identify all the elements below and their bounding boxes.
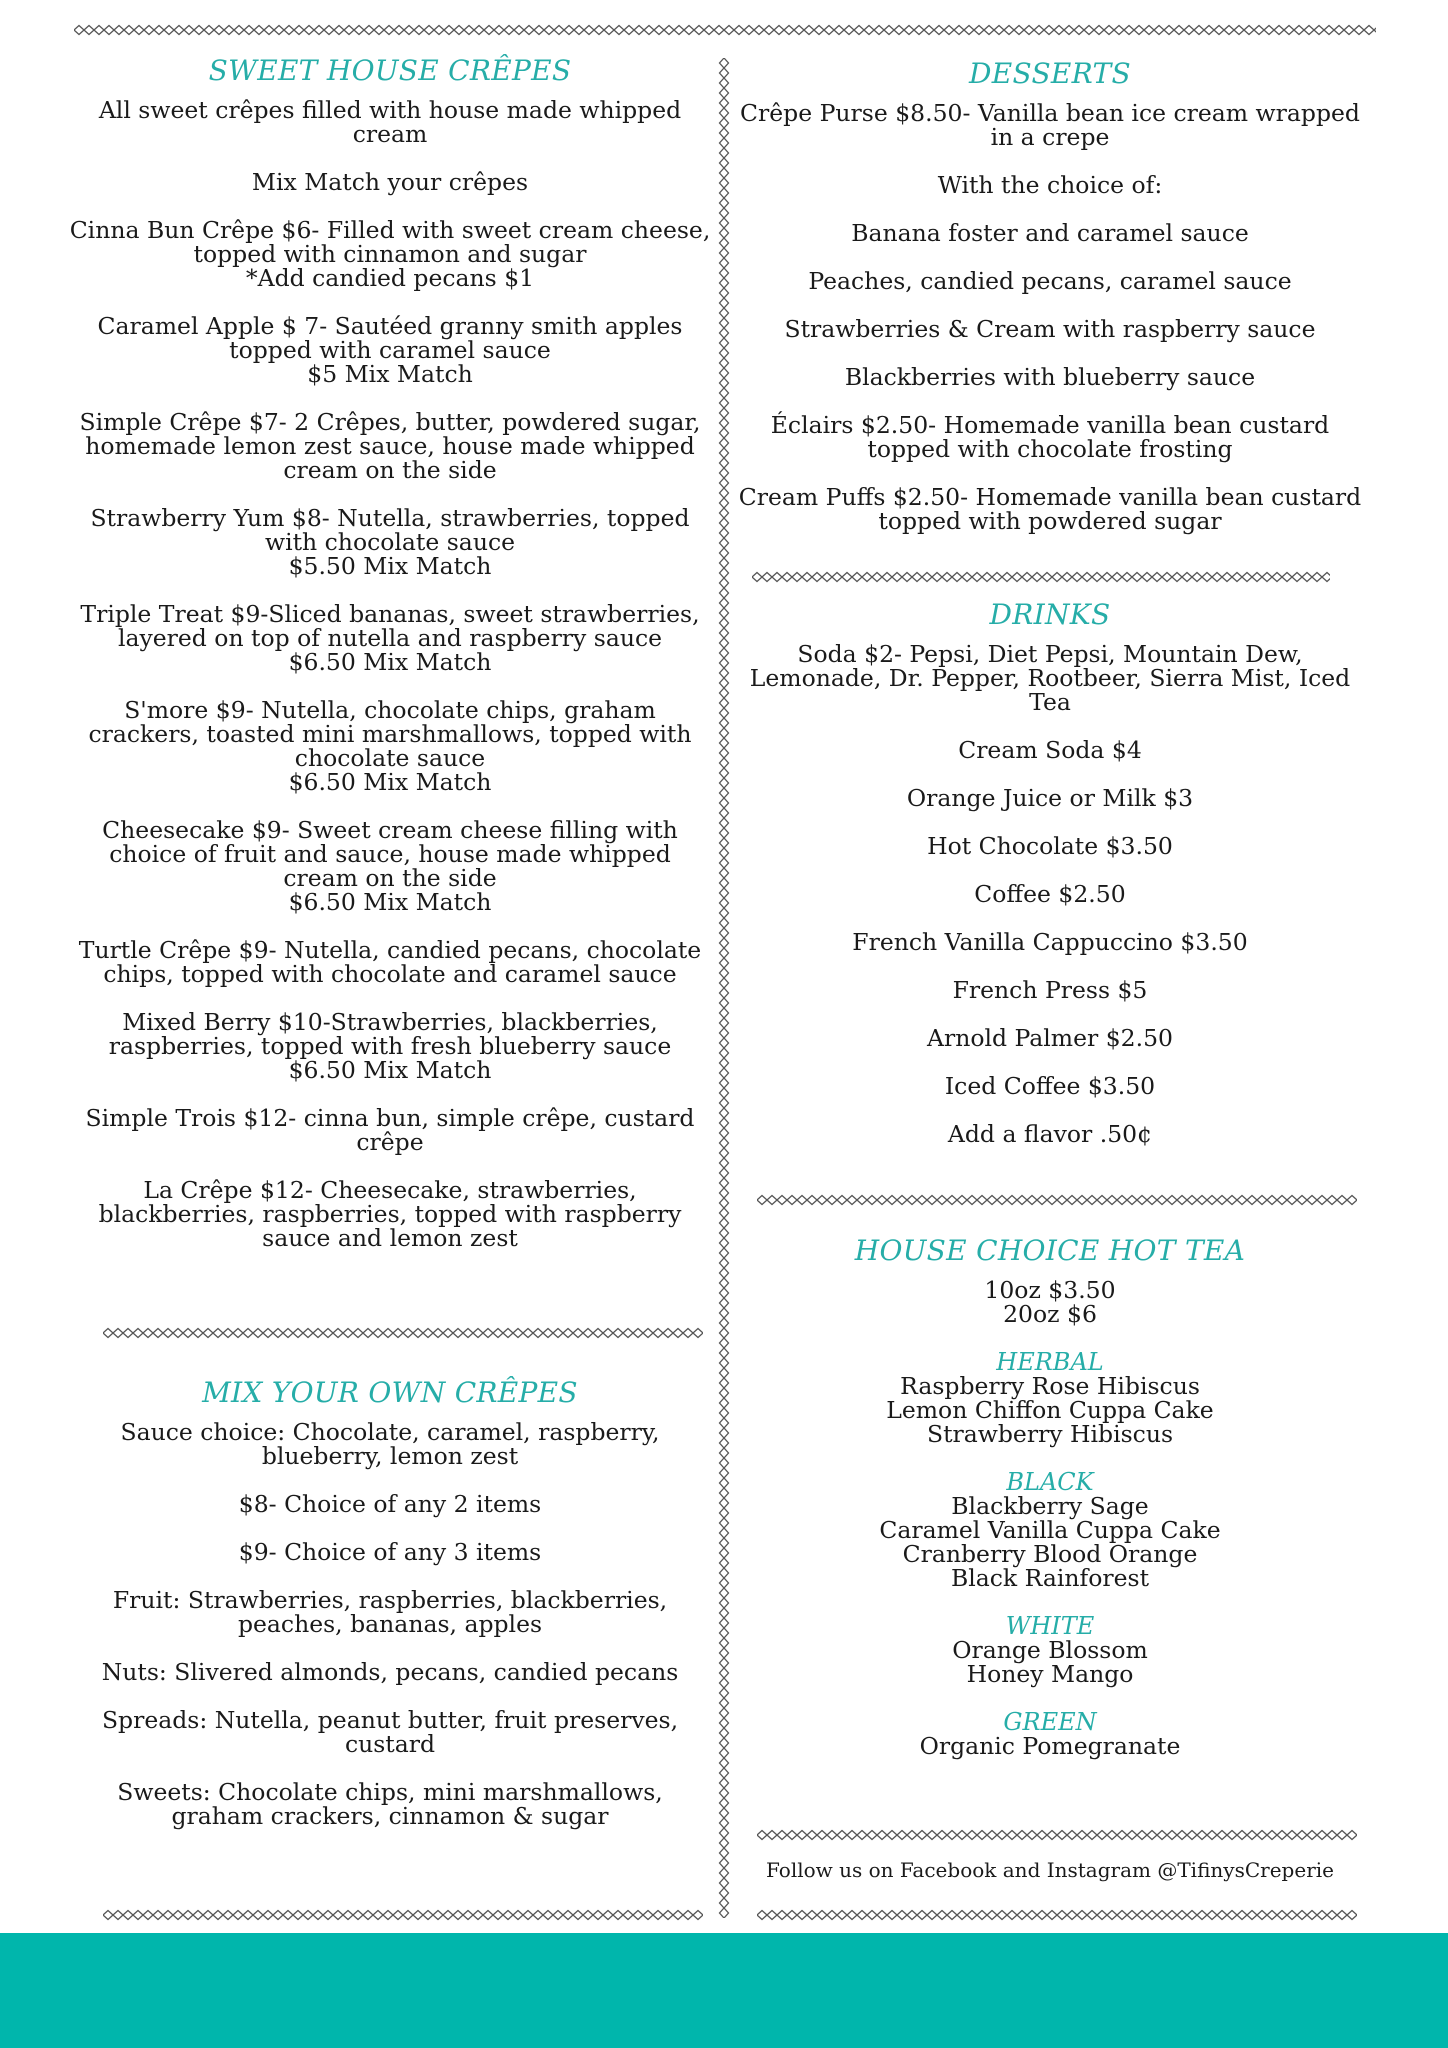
drinks-list [730,642,1370,1146]
sweet-crepe-item-line: $5 Mix Match [307,360,473,388]
social-footer: Follow us on Facebook and Instagram @TifinysCreperie [766,1858,1334,1882]
sweet-crepe-item-line: Simple Trois $12- cinna bun, simple crêpe, custard [85,1104,695,1132]
drink-item-line: Hot Chocolate $3.50 [927,832,1173,860]
sweet-crepe-item-line: Cinna Bun Crêpe $6- Filled with sweet cream cheese, [69,216,711,244]
mix-option-item [60,1708,720,1756]
tea-group-green [730,1710,1370,1758]
dessert-item [730,413,1370,461]
sweet-crepe-item-line: topped with cinnamon and sugar [193,240,587,268]
mix-own-list [60,1420,720,1828]
tea-group-white [730,1614,1370,1686]
drink-item-line: Iced Coffee $3.50 [944,1072,1156,1100]
dessert-item [730,485,1370,533]
tea-flavor: Organic Pomegranate [919,1732,1181,1760]
dessert-item-line: Peaches, candied pecans, caramel sauce [808,267,1292,295]
sweet-crepe-item [60,314,720,386]
tea-flavor: Caramel Vanilla Cuppa Cake [879,1516,1221,1544]
dessert-item [730,317,1370,341]
sweet-crepe-item-line: chips, topped with chocolate and caramel sauce [103,960,677,988]
tea-flavor: Black Rainforest [950,1564,1150,1592]
sweet-crepe-item-line: cream on the side [283,864,497,892]
tea-size: 10oz $3.50 [984,1276,1116,1304]
tea-divider [757,1829,1357,1841]
sweet-crepe-item [60,602,720,674]
drink-item [730,834,1370,858]
sweet-crepe-item-line: Triple Treat $9-Sliced bananas, sweet strawberries, [80,600,700,628]
sweet-crepe-item-line: cream [352,120,428,148]
sweet-crepe-item [60,218,720,290]
drink-item [730,882,1370,906]
mix-option-item-line: Fruit: Strawberries, raspberries, blackberries, [112,1586,668,1614]
desserts-section [730,57,1370,533]
sweet-crepe-item-line: Mix Match your crêpes [251,168,529,196]
drink-item-line: French Vanilla Cappuccino $3.50 [852,928,1248,956]
sweet-crepe-item [60,506,720,578]
drink-item-line: Coffee $2.50 [974,880,1126,908]
mix-option-item [60,1540,720,1564]
tea-flavor: Blackberry Sage [951,1492,1149,1520]
sweet-crepe-item [60,1106,720,1154]
desserts-list [730,101,1370,533]
drink-item-line: Arnold Palmer $2.50 [927,1024,1173,1052]
sweet-crepe-item-line: Turtle Crêpe $9- Nutella, candied pecans, chocolate [78,936,702,964]
desserts-heading: DESSERTS [968,57,1132,90]
drink-item-line: Soda $2- Pepsi, Diet Pepsi, Mountain Dew, [797,640,1303,668]
mix-option-item [60,1660,720,1684]
sweet-crepe-item-line: Caramel Apple $ 7- Sautéed granny smith apples [97,312,683,340]
sweet-crepe-item-line: S'more $9- Nutella, chocolate chips, graham [124,696,656,724]
sweet-crepe-item-line: blackberries, raspberries, topped with raspberry [98,1200,682,1228]
mix-option-item-line: Spreads: Nutella, peanut butter, fruit preserves, [101,1706,679,1734]
tea-group-black [730,1470,1370,1590]
sweet-crepes-list [60,98,720,1250]
dessert-item-line: Cream Puffs $2.50- Homemade vanilla bean custard [738,483,1362,511]
sweet-crepe-item-line: La Crêpe $12- Cheesecake, strawberries, [143,1176,637,1204]
drink-item-line: Orange Juice or Milk $3 [906,784,1194,812]
dessert-item-line: in a crepe [990,123,1110,151]
dessert-item-line: topped with powdered sugar [878,507,1222,535]
mix-option-item-line: custard [344,1730,436,1758]
tea-group-name: HERBAL [996,1348,1104,1376]
sweet-section-divider [103,1327,703,1339]
tea-flavor: Strawberry Hibiscus [926,1420,1174,1448]
sweet-crepe-item-line: Mixed Berry $10-Strawberries, blackberries, [122,1008,658,1036]
drink-item [730,786,1370,810]
drink-item-line: Tea [1029,688,1071,716]
sweet-crepe-item [60,938,720,986]
drink-item-line: Cream Soda $4 [958,736,1142,764]
drink-item [730,930,1370,954]
mix-option-item-line: Nuts: Slivered almonds, pecans, candied pecans [101,1658,679,1686]
sweet-crepe-item-line: *Add candied pecans $1 [245,264,535,292]
sweet-crepe-item-line: with chocolate sauce [264,528,516,556]
mix-option-item-line: $8- Choice of any 2 items [238,1490,542,1518]
sweet-crepe-item-line: $5.50 Mix Match [288,552,492,580]
sweet-crepe-item-line: $6.50 Mix Match [288,768,492,796]
dessert-item-line: Crêpe Purse $8.50- Vanilla bean ice cream wrapped [740,99,1360,127]
sweet-crepe-item [60,410,720,482]
sweet-crepe-item-line: cream on the side [283,456,497,484]
sweet-crepe-item [60,1178,720,1250]
sweet-crepe-item-line: $6.50 Mix Match [288,888,492,916]
dessert-item-line: With the choice of: [937,171,1163,199]
drinks-heading: DRINKS [989,598,1111,631]
tea-flavor: Honey Mango [966,1660,1134,1688]
sweet-crepe-item-line: $6.50 Mix Match [288,1056,492,1084]
sweet-crepes-heading: SWEET HOUSE CRÊPES [208,54,572,87]
dessert-item [730,269,1370,293]
left-bottom-divider [103,1909,703,1921]
mix-option-item-line: Sweets: Chocolate chips, mini marshmallows, [117,1778,663,1806]
dessert-item [730,101,1370,149]
drink-item [730,642,1370,714]
mix-own-section [60,1376,720,1828]
tea-sizes [730,1278,1370,1326]
sweet-crepe-item-line: crackers, toasted mini marshmallows, topped with [88,720,692,748]
sweet-crepe-item-line: crêpe [356,1128,424,1156]
bottom-color-bar [0,1933,1448,2048]
hot-tea-section [730,1234,1370,1758]
tea-group-name: GREEN [1003,1708,1097,1736]
drink-item-line: Lemonade, Dr. Pepper, Rootbeer, Sierra Mist, Iced [749,664,1351,692]
drink-item [730,978,1370,1002]
dessert-item-line: Strawberries & Cream with raspberry sauce [784,315,1316,343]
tea-flavor: Lemon Chiffon Cuppa Cake [886,1396,1214,1424]
tea-group-herbal [730,1350,1370,1446]
drink-item-line: Add a flavor .50¢ [947,1120,1153,1148]
sweet-crepes-section [60,54,720,1250]
tea-size: 20oz $6 [1003,1300,1097,1328]
tea-flavor: Cranberry Blood Orange [902,1540,1198,1568]
sweet-crepe-item-line: All sweet crêpes filled with house made whipped [98,96,682,124]
sweet-crepe-item-line: sauce and lemon zest [262,1224,518,1252]
drink-item [730,738,1370,762]
desserts-divider [752,571,1330,583]
dessert-item-line: Banana foster and caramel sauce [851,219,1249,247]
dessert-item [730,221,1370,245]
mix-option-item-line: peaches, bananas, apples [237,1610,543,1638]
dessert-item-line: Blackberries with blueberry sauce [844,363,1256,391]
sweet-crepe-item-line: chocolate sauce [294,744,486,772]
sweet-crepe-item-line: layered on top of nutella and raspberry sauce [117,624,663,652]
mix-option-item [60,1780,720,1828]
sweet-crepe-item [60,170,720,194]
dessert-item-line: Éclairs $2.50- Homemade vanilla bean custard [770,411,1330,439]
sweet-crepe-item [60,1010,720,1082]
dessert-item [730,365,1370,389]
tea-group-name: WHITE [1005,1612,1095,1640]
mix-option-item [60,1588,720,1636]
sweet-crepe-item [60,818,720,914]
right-bottom-divider [757,1909,1357,1921]
sweet-crepe-item [60,698,720,794]
drink-item [730,1074,1370,1098]
mix-option-item-line: Sauce choice: Chocolate, caramel, raspberry, [120,1418,660,1446]
sweet-crepe-item-line: homemade lemon zest sauce, house made whipped [85,432,695,460]
mix-option-item [60,1420,720,1468]
mix-own-heading: MIX YOUR OWN CRÊPES [202,1376,578,1409]
top-border-ornament [74,24,1376,36]
sweet-crepe-item-line: $6.50 Mix Match [288,648,492,676]
mix-option-item [60,1492,720,1516]
dessert-item [730,173,1370,197]
sweet-crepe-item-line: topped with caramel sauce [229,336,551,364]
tea-flavor: Raspberry Rose Hibiscus [900,1372,1200,1400]
hot-tea-heading: HOUSE CHOICE HOT TEA [854,1234,1246,1267]
drink-item-line: French Press $5 [952,976,1148,1004]
dessert-item-line: topped with chocolate frosting [867,435,1233,463]
sweet-crepe-item-line: raspberries, topped with fresh blueberry sauce [108,1032,672,1060]
drinks-divider [757,1194,1357,1206]
sweet-crepe-item-line: Simple Crêpe $7- 2 Crêpes, butter, powdered sugar, [79,408,701,436]
tea-flavor: Orange Blossom [952,1636,1148,1664]
sweet-crepe-item-line: choice of fruit and sauce, house made whipped [109,840,671,868]
drink-item [730,1026,1370,1050]
sweet-crepe-item-line: Strawberry Yum $8- Nutella, strawberries, topped [90,504,690,532]
tea-group-name: BLACK [1006,1468,1094,1496]
mix-option-item-line: $9- Choice of any 3 items [238,1538,542,1566]
sweet-crepe-item [60,98,720,146]
drinks-section [730,598,1370,1146]
drink-item [730,1122,1370,1146]
mix-option-item-line: blueberry, lemon zest [261,1442,519,1470]
sweet-crepe-item-line: Cheesecake $9- Sweet cream cheese filling with [102,816,678,844]
mix-option-item-line: graham crackers, cinnamon & sugar [171,1802,609,1830]
tea-groups [730,1350,1370,1758]
